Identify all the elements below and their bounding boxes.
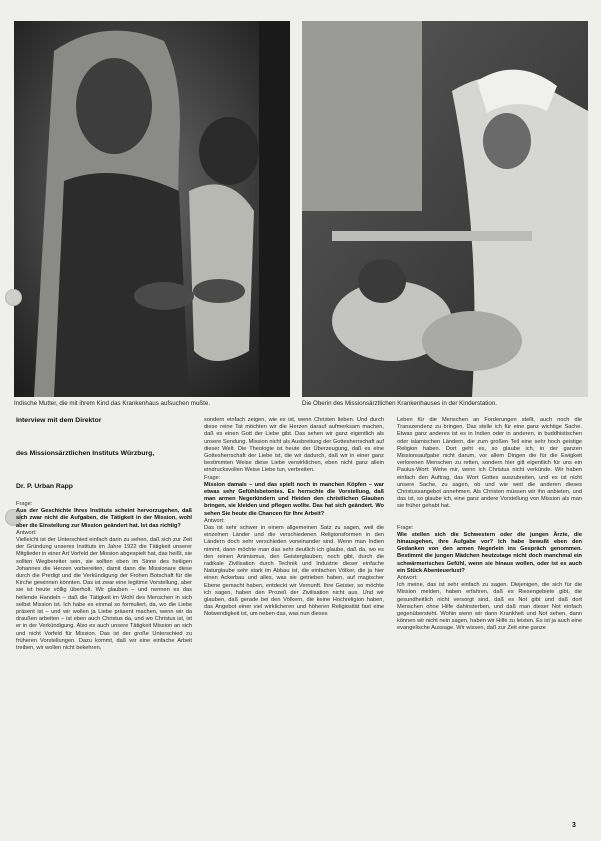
author-name: Dr. P. Urban Rapp: [16, 483, 73, 490]
question-text: Aus der Geschichte Ihres Instituts scheint hervorzugehen, daß sich zwar nicht die Aufgaben, die Tätigkeit in der Mission, wohl aber die Einstellung zur Mission geändert hat. Ist das richtig?: [16, 508, 192, 529]
question-text: Wie stellen sich die Schwestern oder die jungen Ärzte, die hinausgehen, ihre Aufgabe vor? Ich habe bewußt eben den Gedanken von den armen Negerlein ins Gespräch genommen. Bestimmt die jungen Mädchen heutzutage nicht doch manchmal ein schwärmerisches Gefühl, wenn sie hinaus wollen, oder ist es auch ein Stück Abenteuerlust?: [397, 531, 582, 574]
page-number: 3: [572, 822, 576, 829]
question-text: Mission damals – und das spielt noch in manchen Köpfen – war etwas sehr Gefühlsbetontes. Es herrschte die Vorstellung, daß man armen Negerkindern und Heiden den christlichen Glauben bringen, sie kleiden und pflegen wollte. Das hat sich geändert. Wo sehen Sie heute die Chancen für Ihre Arbeit?: [204, 481, 384, 517]
speaker-label: Antwort:: [204, 517, 225, 524]
article-column-2: [204, 417, 384, 841]
speaker-label: Frage:: [16, 501, 33, 507]
interview-heading: Interview mit dem Direktor: [16, 417, 102, 424]
institute-name: des Missionsärztlichen Instituts Würzburg,: [16, 450, 155, 457]
article-column-1: [16, 417, 192, 837]
binder-hole-top: [5, 289, 22, 306]
speaker-label: Antwort:: [16, 529, 37, 536]
photo-children-ward: [302, 21, 588, 397]
answer-text: Ich meine, das ist sehr einfach zu sagen. Diejenigen, die sich für die Mission melden, haben erfahren, daß es Riesengebiete gibt, die gesundheitlich nicht versorgt sind, daß es Not gibt und daß dort Menschen ohne Hilfe dahinsterben, und daß man dieser Not einfach gegenübersteht. Wohin wenn wir dann Krankheit und Not sehen, dann können wir nicht nein sagen, haben wir Hilfe zu leisten. Es ist ja auch eine evangelische Aussage. Wir wissen, daß zur Zeit eine ganze: [397, 582, 582, 632]
speaker-label: Frage:: [397, 524, 414, 531]
speaker-label: Antwort:: [397, 575, 418, 582]
article-column-3: [397, 417, 582, 841]
photo-caption-right: Die Oberin des Missionsärztlichen Krankenhauses in der Kinderstation.: [302, 400, 498, 407]
speaker-label: Frage:: [204, 474, 221, 481]
answer-text: Leben für die Menschen an Forderungen stellt, auch noch die Transzendenz zu bringen. Das stelle ich für eine ganz wichtige Sache. Etwas ganz anderes ist es in Indien oder in anderen, in buddhistischen oder islamischen Ländern, die zum großen Teil eine sehr hoch geistige Religion haben. Dort geht es, so glaube ich, in der ganzen Missionsaufgabe nicht darum, vor allem Dingen die für die Ewigkeit verlorenen Menschen zu retten, sondern hier gilt eigentlich für uns ein Paulus-Wort: Wehe mir, wenn ich Christus nicht verkünde. Wir haben einfach den Auftrag, das Wort Gottes auszubreiten, und es ist nicht unsere Sache, zu sagen, ob und wie weit die anderen dieses Christussangebot annehmen. Als Christen müssen wir ihn anbieten, und das ist, so glaube ich, eine ganz andere Vorstellung von Mission als man sie früher gehabt hat.: [397, 417, 582, 510]
answer-text: sondern einfach zeigen, wie es ist, wenn Christen lieben. Und durch diese reine Tat möchten wir die Herzen darauf aufmerksam machen, daß es einen Gott der Liebe gibt. Das sehen wir ganz eigentlich als unsere Sendung. Mission nicht als Ausbreitung der Gottesherrschaft auf dieser Welt. Die Theologie ist heute der Überzeugung, daß es eine Gottesherrschaft der Liebe ist, die wir dadurch, daß wir in einer ganz bestimmten Weise diese Liebe verwirklichen, eben nicht ganz allein eindrucksvollen Weise Liebe tun, verbreiten.: [204, 417, 384, 474]
answer-text: Das ist sehr schwer in einem allgemeinen Satz zu sagen, weil die einzelnen Länder und die verschiedenen Religionsformen in den Ländern doch sehr verschieden voneinander sind. Wenn man Indien nimmt, dann möchte man das sehr deutlich ich glaube, daß da, wo es den reinen Animismus, den Geisterglauben, noch gibt, durch die radikale Zivilisation durch Technik und Industrie dieser einfache Naturglaube sehr stark im Abbau ist, die einfachen Völker, die ja hier einen Ackerbau und alles, was sie getrieben haben, auf magischer Ebene gemacht haben, entdeckt wir Vernunft. Ihre Geister, so möchte ich sagen, haben den Prozeß der Zivilisation nicht aus. Und wir glauben, daß gerade bei den Völkern, die keine Hochreligion haben, das Angebot einer viel wirklicheren und höheren Religiosität fast eine Notwendigkeit ist, um neben das, was nun dieses: [204, 525, 384, 618]
answer-text: Vielleicht ist der Unterschied einfach darin zu sehen, daß sich zur Zeit der Gründung unseres Instituts im Jahre 1922 die Tätigkeit unserer Mitglieder in einer Art Vorfeld der Mission abgespielt hat, das heißt, sie sollten Wegbereiter sein, sie sollten eben im Sinne des heiligen Johannes die Herzen vorbereiten, damit dann die Missionare diese durch die Predigt und die Verkündigung der Frohen Botschaft für die Kirche gewinnen könnten. Das ist zwar eine legitime Vorstellung, aber sie ist heute völlig überholt. Wir glauben – und nennen es das heilende Handeln – daß die Tätigkeit im Wohl des Menschen in sich selbst Mission ist. Ich habe es einmal so formuliert, da, wo die Liebe präsent ist – und wir wollen ja Liebe präsent machen, wenn wir da draußen arbeiten – ist eben auch Christus da, und wo Christus ist, ist er in der Verkündigung. Also es auch unsere Tätigkeit Mission an sich und nicht Vorfeld für Mission. Das ist der große Unterschied zu früheren Vorstellungen. Dazu kommt, daß wir eine einfache Arbeit treiben, wir wollen nicht bekehren,: [16, 537, 192, 652]
photo-mother-child: [14, 21, 290, 397]
photo-caption-left: Indische Mutter, die mit ihrem Kind das Krankenhaus aufsuchen mußte.: [14, 400, 211, 407]
